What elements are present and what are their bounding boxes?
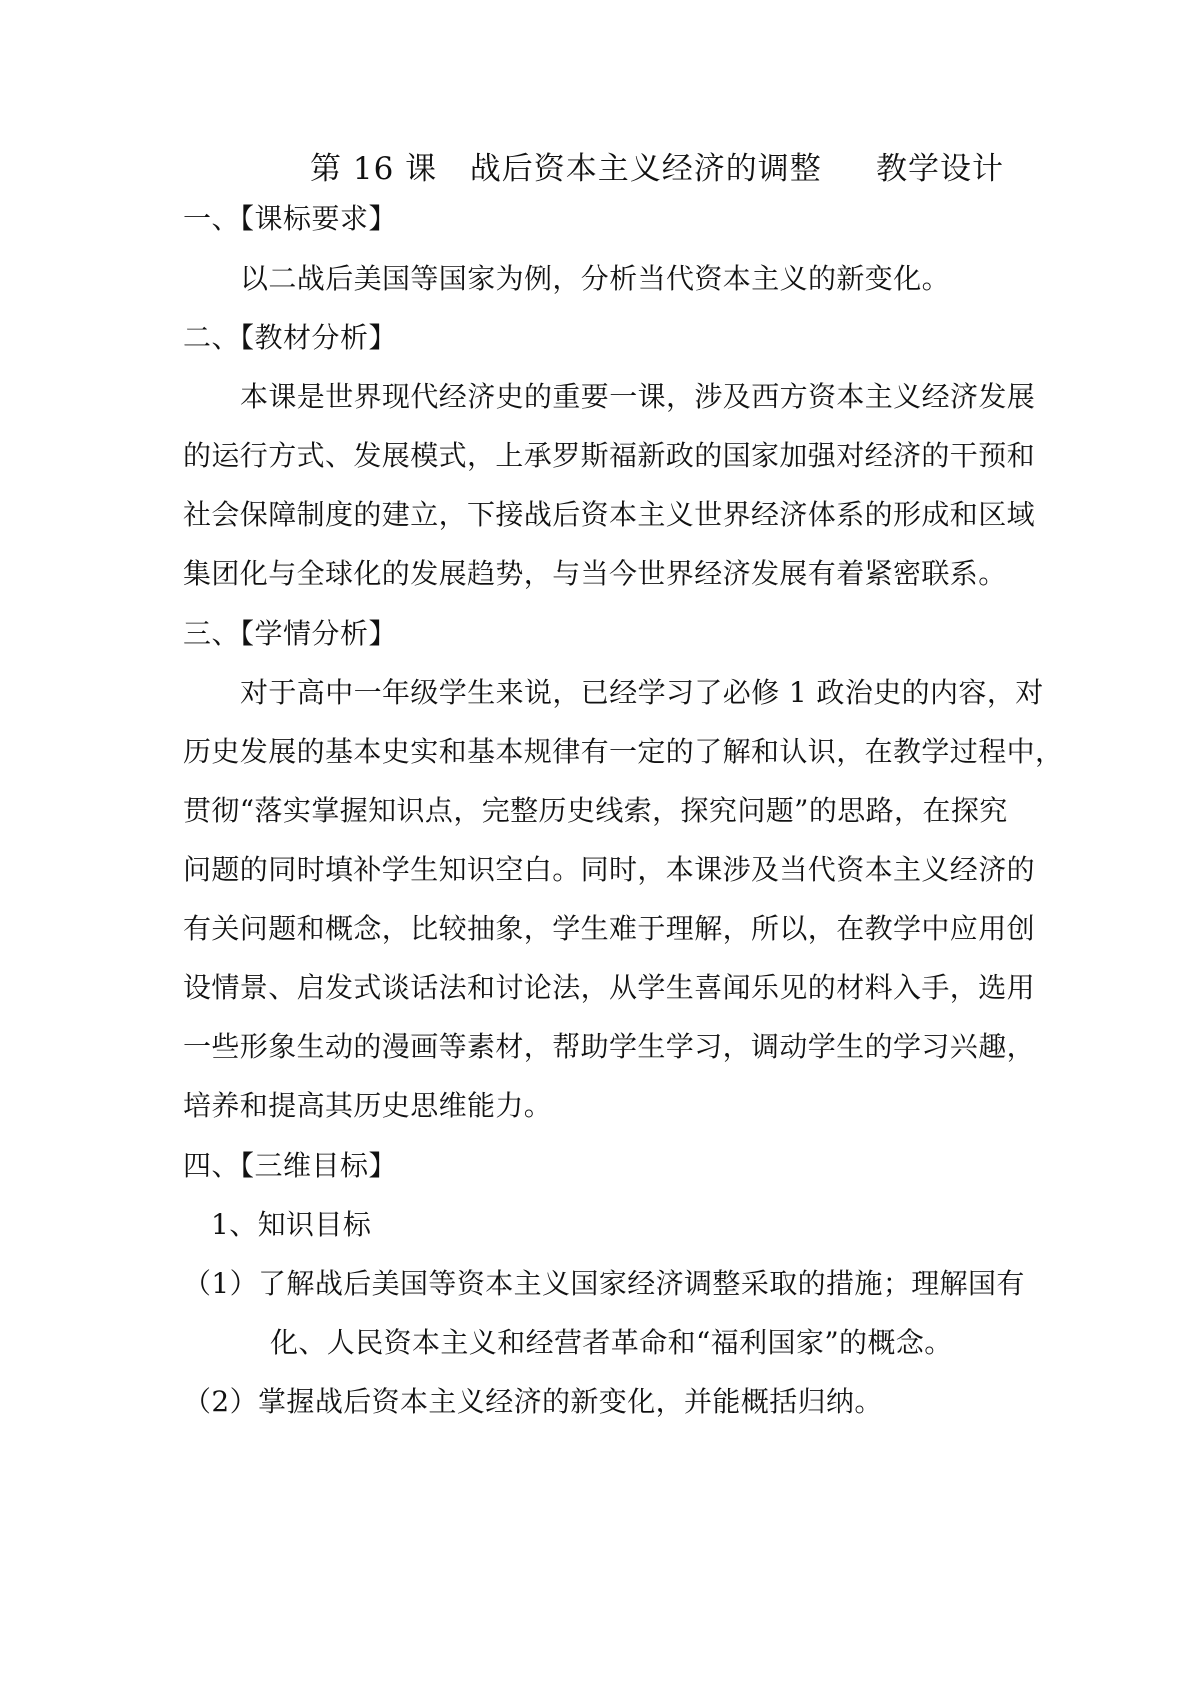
textbook-analysis-line: 集团化与全球化的发展趋势，与当今世界经济发展有着紧密联系。 (183, 557, 1007, 590)
student-analysis-line: 设情景、启发式谈话法和讨论法，从学生喜闻乐见的材料入手，选用 (183, 971, 1036, 1004)
document-title: 第 16 课 战后资本主义经济的调整 教学设计 (310, 151, 1004, 187)
textbook-analysis-line: 社会保障制度的建立，下接战后资本主义世界经济体系的形成和区域 (183, 498, 1036, 531)
knowledge-goals-heading: 1、知识目标 (211, 1208, 372, 1241)
goal-item-continuation: 化、人民资本主义和经营者革命和“福利国家”的概念。 (270, 1326, 953, 1359)
curriculum-text: 以二战后美国等国家为例，分析当代资本主义的新变化。 (240, 262, 951, 295)
textbook-analysis-line: 本课是世界现代经济史的重要一课，涉及西方资本主义经济发展 (240, 380, 1036, 413)
student-analysis-line: 贯彻“落实掌握知识点，完整历史线索，探究问题”的思路，在探究 (183, 794, 1008, 827)
student-analysis-line: 一些形象生动的漫画等素材，帮助学生学习，调动学生的学习兴趣， (183, 1030, 1036, 1063)
section-heading-three-dimensional-goals: 四、【三维目标】 (183, 1149, 398, 1182)
student-analysis-line: 对于高中一年级学生来说，已经学习了必修 1 政治史的内容，对 (240, 676, 1044, 709)
student-analysis-line: 历史发展的基本史实和基本规律有一定的了解和认识，在教学过程中， (183, 735, 1064, 768)
goal-item: （2）掌握战后资本主义经济的新变化，并能概括归纳。 (183, 1385, 883, 1418)
section-heading-student-analysis: 三、【学情分析】 (183, 617, 398, 650)
student-analysis-line: 问题的同时填补学生知识空白。同时，本课涉及当代资本主义经济的 (183, 853, 1036, 886)
section-heading-curriculum: 一、【课标要求】 (183, 202, 398, 235)
goal-item: （1）了解战后美国等资本主义国家经济调整采取的措施；理解国有 (183, 1267, 1025, 1300)
student-analysis-line: 培养和提高其历史思维能力。 (183, 1089, 553, 1122)
section-heading-textbook-analysis: 二、【教材分析】 (183, 321, 398, 354)
textbook-analysis-line: 的运行方式、发展模式，上承罗斯福新政的国家加强对经济的干预和 (183, 439, 1036, 472)
student-analysis-line: 有关问题和概念，比较抽象，学生难于理解，所以，在教学中应用创 (183, 912, 1036, 945)
